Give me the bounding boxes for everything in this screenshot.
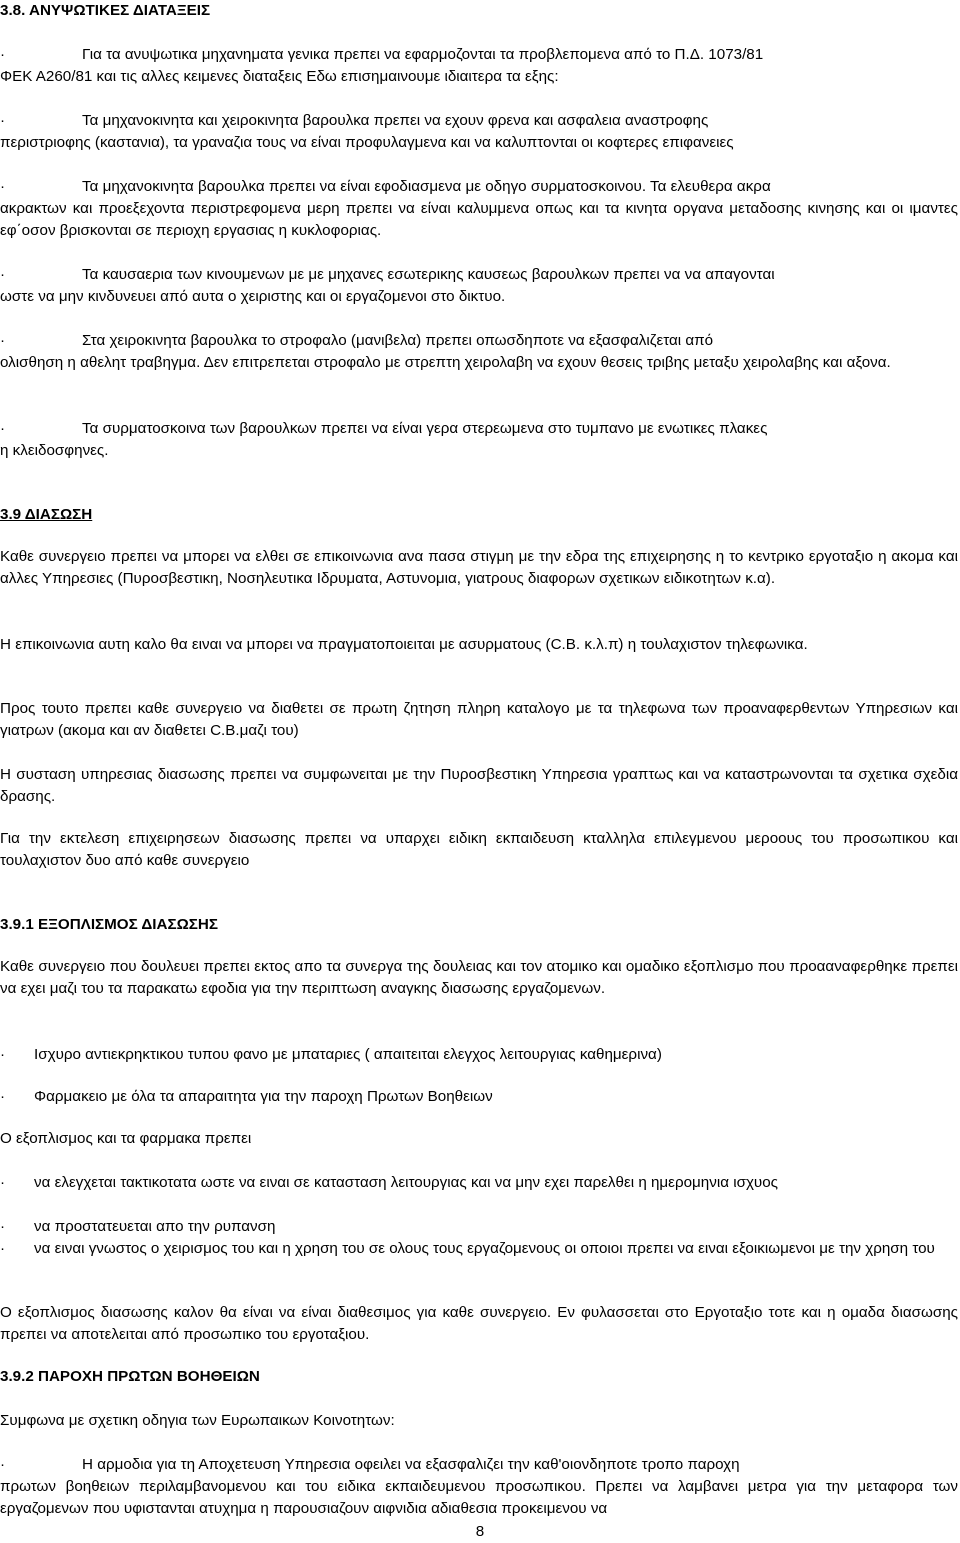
paragraph-3-9-1-2: Ο εξοπλισμος και τα φαρμακα πρεπει [0,1130,252,1147]
page-number: 8 [475,1523,485,1540]
section-heading: 3.8. ΑΝΥΨΩΤΙΚΕΣ ΔΙΑΤΑΞΕΙΣ [0,2,211,19]
paragraph-text: ωστε να μην κινδυνευει από αυτα ο χειριστης και οι εργαζομενοι στο δικτυο. [0,288,506,305]
paragraph-3-9-1-1: Καθε συνεργειο που δουλευει πρεπει εκτος απο τα συνεργα της δουλειας και τον ατομικο και ομαδικο εξοπλισμο που προααναφερθηκε πρεπει να εχει μαζι του τα παρακατω εφοδια για την περιπτωση αναγκης διασωσης εργαζομενων. [0,958,958,997]
paragraph-3-9-5: Για την εκτελεση επιχειρησεων διασωσης πρεπει να υπαρχει ειδικη εκπαιδευση κταλληλα επιλεγμενου μεροους του προσωπικου και τουλαχιστον δυο από καθε συνεργειο [0,830,958,869]
bullet-text: Στα χειροκινητα βαρουλκα το στροφαλο (μανιβελα) πρεπει οπωσδηποτε να εξασφαλιζεται από [82,332,714,349]
paragraph-3-8-1: · Για τα ανυψωτικα μηχανηματα γενικα πρεπει να εφαρμοζονται τα προβλεπομενα από το Π.Δ. 1073/81 ΦΕΚ Α260/81 και τις αλλες κειμενες διαταξεις Εδω επισημαινουμε ιδιαιτερα τα εξης: [0,44,958,88]
paragraph-3-8-6: · Τα συρματοσκοινα των βαρουλκων πρεπει να είναι γερα στερεωμενα στο τυμπανο με ενωτικες πλακες η κλειδοσφηνες. [0,418,958,462]
paragraph-text: ολισθηση η αθελητ τραβηγμα. Δεν επιτρεπεται στροφαλο με στρεπτη χειρολαβη να εχουν θεσεις τριβης μεταξυ χειρολαβης και αξονα. [0,354,891,371]
bullet-text: Η αρμοδια για τη Αποχετευση Υπηρεσια οφειλει να εξασφαλιζει την καθ'οιονδηποτε τροπο παροχη [82,1456,740,1473]
section-heading: 3.9 ΔΙΑΣΩΣΗ [0,506,93,523]
paragraph-3-9-2-2: · Η αρμοδια για τη Αποχετευση Υπηρεσια οφειλει να εξασφαλιζει την καθ'οιονδηποτε τροπο παροχη πρωτων βοηθειων περιλαμβανομενου και του ειδικα εκπαιδευμενου προσωπικου. Πρεπει να λαμβανει μετρα για την μεταφορα των εργαζομενων που υφιστανται ατυχημα η παρουσιαζουν αιφνιδια αδιαθεσια προκειμενου να [0,1454,958,1520]
paragraph-text: η κλειδοσφηνες. [0,442,109,459]
paragraph-text: περιστριοφης (καστανια), τα γραναζια τους να είναι προφυλαγμενα και να καλυπτονται οι κοφτερες επιφανειες [0,134,734,151]
list-item: · Φαρμακειο με όλα τα απαραιτητα για την παροχη Πρωτων Βοηθειων [0,1088,493,1105]
paragraph-3-8-3: · Τα μηχανοκινητα βαρουλκα πρεπει να είναι εφοδιασμενα με οδηγο συρματοσκοινου. Τα ελευθερα ακρα ακρακτων και προεξεχοντα περιστρεφομενα μερη πρεπει να είναι καλυμμενα οπως και τα κινητα οργανα μεταδοσης κινησης και οι ιμαντες εφ΄οσον βρισκονται σε περιοχη εργασιας η κυκλοφοριας. [0,176,958,242]
paragraph-3-9-3: Προς τουτο πρεπει καθε συνεργειο να διαθετει σε πρωτη ζητηση πληρη καταλογο με τα τηλεφωνα των προαναφερθεντων Υπηρεσιων και γιατρων (ακομα και αν διαθετει C.B.μαζι του) [0,700,958,739]
paragraph-3-9-1-3: Ο εξοπλισμος διασωσης καλον θα είναι να είναι διαθεσιμος για καθε συνεργειο. Εν φυλασσεται στο Εργοταξιο τοτε και η ομαδα διασωσης πρεπει να αποτελειται από προσωπικο του εργοταξιου. [0,1304,958,1343]
bullet-text: Τα συρματοσκοινα των βαρουλκων πρεπει να είναι γερα στερεωμενα στο τυμπανο με ενωτικες πλακες [82,420,768,437]
section-heading: 3.9.2 ΠΑΡΟΧΗ ΠΡΩΤΩΝ ΒΟΗΘΕΙΩΝ [0,1368,260,1385]
section-3-9 [0,504,958,526]
paragraph-3-9-2-1: Συμφωνα με σχετικη οδηγια των Ευρωπαικων Κοινοτητων: [0,1412,395,1429]
section-3-8 [0,0,958,22]
paragraph-text: ΦΕΚ Α260/81 και τις αλλες κειμενες διαταξεις Εδω επισημαινουμε ιδιαιτερα τα εξης: [0,68,559,85]
bullet-text: Τα μηχανοκινητα βαρουλκα πρεπει να είναι εφοδιασμενα με οδηγο συρματοσκοινου. Τα ελευθερα ακρα [82,178,771,195]
section-heading: 3.9.1 ΕΞΟΠΛΙΣΜΟΣ ΔΙΑΣΩΣΗΣ [0,916,218,933]
paragraph-3-8-2: · Τα μηχανοκινητα και χειροκινητα βαρουλκα πρεπει να εχουν φρενα και ασφαλεια αναστροφης περιστριοφης (καστανια), τα γραναζια τους να είναι προφυλαγμενα και να καλυπτονται οι κοφτερες επιφανειες [0,110,958,154]
bullet-text: Τα μηχανοκινητα και χειροκινητα βαρουλκα πρεπει να εχουν φρενα και ασφαλεια αναστροφης [82,112,709,129]
section-3-9-2 [0,1366,958,1388]
list-item: · να ειναι γνωστος ο χειρισμος του και η χρηση του σε ολους τους εργαζομενους οι οποιοι πρεπει να ειναι εξοικιωμενοι με την χρηση του [0,1240,935,1257]
list-item: · να προστατευεται απο την ρυπανση [0,1218,276,1235]
bullet-text: Τα καυσαερια των κινουμενων με με μηχανες εσωτερικης καυσεως βαρουλκων πρεπει να να απαγονται [82,266,775,283]
paragraph-3-9-1: Καθε συνεργειο πρεπει να μπορει να ελθει σε επικοινωνια ανα πασα στιγμη με την εδρα της επιχειρησης η το κεντρικο εργοταξιο η ακομα και αλλες Υπηρεσιες (Πυροσβεστικη, Νοσηλευτικα Ιδρυματα, Αστυνομια, γιατρους διαφορων σχετικων ειδικοτητων κ.α). [0,548,958,587]
paragraph-3-9-2: Η επικοινωνια αυτη καλο θα ειναι να μπορει να πραγματοποιειται με ασυρματους (C.B. κ.λ.π) η τουλαχιστον τηλεφωνικα. [0,636,808,653]
section-3-9-1 [0,914,958,936]
paragraph-3-9-4: Η συσταση υπηρεσιας διασωσης πρεπει να συμφωνειται με την Πυροσβεστικη Υπηρεσια γραπτως και να καταστρωνονται τα σχετικα σχεδια δρασης. [0,766,958,805]
list-item: · Ισχυρο αντιεκρηκτικου τυπου φανο με μπαταριες ( απαιτειται ελεγχος λειτουργιας καθημερινα) [0,1046,662,1063]
bullet-text: Για τα ανυψωτικα μηχανηματα γενικα πρεπει να εφαρμοζονται τα προβλεπομενα από το Π.Δ. 1073/81 [82,46,764,63]
paragraph-text: πρωτων βοηθειων περιλαμβανομενου και του ειδικα εκπαιδευμενου προσωπικου. Πρεπει να λαμβανει μετρα για την μεταφορα των εργαζομενων που υφιστανται ατυχημα η παρουσιαζουν αιφνιδια αδιαθεσια προκειμενου να [0,1478,958,1517]
paragraph-text: ακρακτων και προεξεχοντα περιστρεφομενα μερη πρεπει να είναι καλυμμενα οπως και τα κινητα οργανα μεταδοσης κινησης και οι ιμαντες εφ΄οσον βρισκονται σε περιοχη εργασιας η κυκλοφοριας. [0,200,958,239]
paragraph-3-8-5: · Στα χειροκινητα βαρουλκα το στροφαλο (μανιβελα) πρεπει οπωσδηποτε να εξασφαλιζεται από ολισθηση η αθελητ τραβηγμα. Δεν επιτρεπεται στροφαλο με στρεπτη χειρολαβη να εχουν θεσεις τριβης μεταξυ χειρολαβης και αξονα. [0,330,958,374]
paragraph-3-8-4: · Τα καυσαερια των κινουμενων με με μηχανες εσωτερικης καυσεως βαρουλκων πρεπει να να απαγονται ωστε να μην κινδυνευει από αυτα ο χειριστης και οι εργαζομενοι στο δικτυο. [0,264,958,308]
list-item: · να ελεγχεται τακτικοτατα ωστε να ειναι σε κατασταση λειτουργιας και να μην εχει παρελθει η ημερομηνια ισχυος [0,1174,778,1191]
